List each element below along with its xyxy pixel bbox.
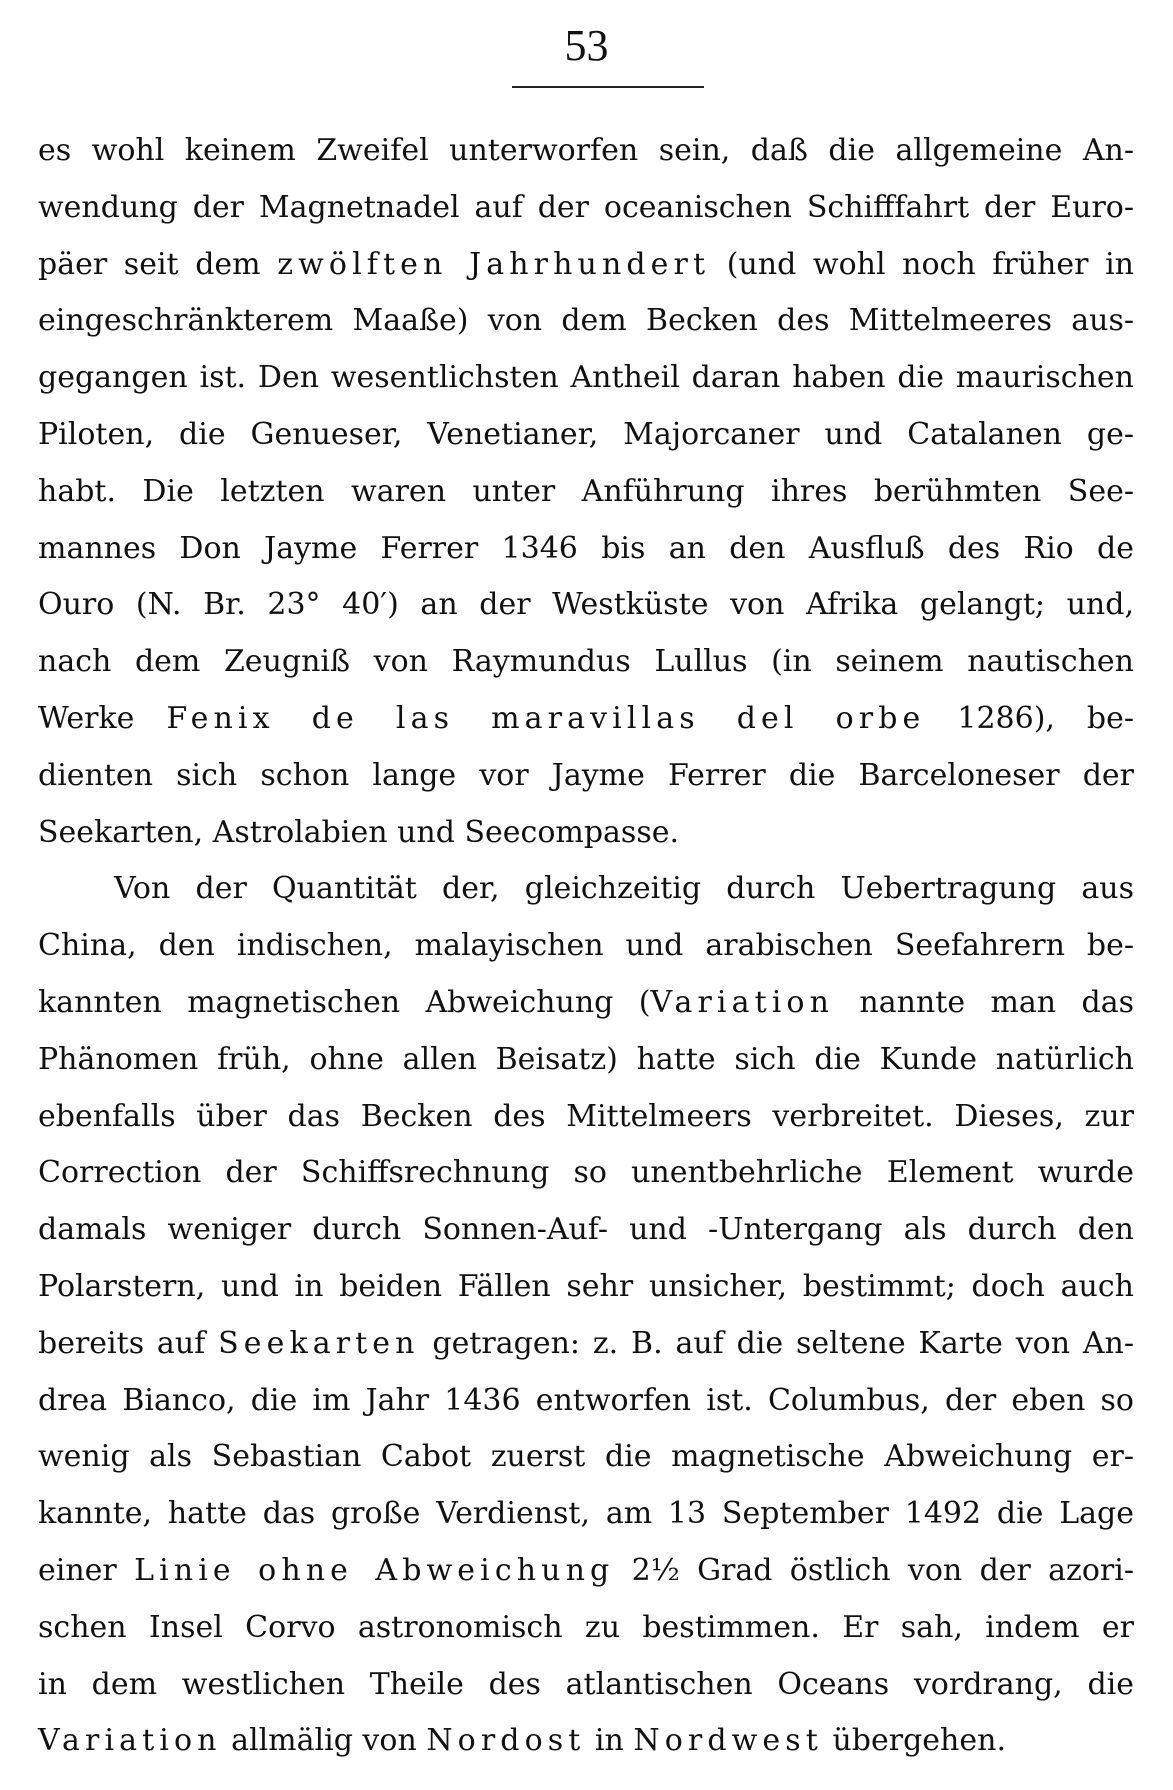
text-line: Von der Quantität der, gleichzeitig durch Uebertragung aus (114, 871, 1134, 907)
text-line: es wohl keinem Zweifel unterworfen sein, daß die allgemeine An- (38, 133, 1134, 168)
text-line: Ouro (N. Br. 23° 40′) an der Westküste von Afrika gelangt; und, (38, 587, 1134, 623)
text-run: 1286), be- (925, 700, 1135, 736)
spaced-emphasis: Linie ohne Abweichung (134, 1552, 615, 1588)
text-line (38, 1713, 1134, 1770)
text-run: in (585, 1723, 634, 1759)
text-line: wenig als Sebastian Cabot zuerst die magnetische Abweichung er- (38, 1439, 1134, 1475)
spaced-emphasis: Fenix de las maravillas del orbe (166, 700, 926, 736)
text-run: kannten magnetischen Abweichung ( (38, 984, 651, 1020)
text-run: (und wohl noch früher in (710, 246, 1134, 282)
text-line: China, den indischen, malayischen und arabischen Seefahrern be- (38, 928, 1134, 964)
text-line: Correction der Schiffsrechnung so unentbehrliche Element wurde (38, 1155, 1134, 1191)
text-line: kannte, hatte das große Verdienst, am 13 September 1492 die Lage (38, 1496, 1134, 1532)
text-line (38, 1316, 1134, 1373)
text-line: ebenfalls über das Becken des Mittelmeers verbreitet. Dieses, zur (38, 1098, 1134, 1134)
header-rule (512, 86, 704, 88)
text-line: damals weniger durch Sonnen-Auf- und -Untergang als durch den (38, 1212, 1134, 1248)
text-line: Polarstern, und in beiden Fällen sehr unsicher, bestimmt; doch auch (38, 1268, 1134, 1304)
text-line: schen Insel Corvo astronomisch zu bestimmen. Er sah, indem er (38, 1609, 1134, 1645)
text-line (38, 975, 1134, 1032)
text-line: Phänomen früh, ohne allen Beisatz) hatte sich die Kunde natürlich (38, 1041, 1134, 1077)
text-line: mannes Don Jayme Ferrer 1346 bis an den Ausfluß des Rio de (38, 530, 1134, 566)
spaced-emphasis: Seekarten (218, 1325, 420, 1361)
page-number: 53 (564, 21, 609, 70)
text-line: nach dem Zeugniß von Raymundus Lullus (in seinem nautischen (38, 644, 1134, 680)
text-run: übergehen. (822, 1723, 1006, 1759)
text-run: getragen: z. B. auf die seltene Karte von An- (419, 1325, 1134, 1361)
spaced-emphasis: zwölften Jahrhundert (277, 246, 711, 282)
spaced-emphasis: Variation (650, 984, 835, 1020)
text-line: dienten sich schon lange vor Jayme Ferrer die Barceloneser der (38, 757, 1134, 793)
text-line: in dem westlichen Theile des atlantischen Oceans vordrang, die (38, 1666, 1134, 1702)
text-line: eingeschränkterem Maaße) von dem Becken des Mittelmeeres aus- (38, 303, 1134, 339)
text-run: päer seit dem (38, 246, 278, 282)
text-run: nannte man das (834, 984, 1134, 1020)
text-line: wendung der Magnetnadel auf der oceanischen Schifffahrt der Euro- (38, 189, 1134, 225)
text-line: habt. Die letzten waren unter Anführung ihres berühmten See- (38, 473, 1134, 509)
text-run: Werke (38, 700, 167, 736)
spaced-emphasis: Variation (38, 1723, 222, 1759)
body-text (38, 123, 1134, 1770)
spaced-emphasis: Nordwest (633, 1723, 823, 1759)
text-run: 2½ Grad östlich von der azori- (614, 1552, 1134, 1588)
spaced-emphasis: Nordost (426, 1723, 586, 1759)
text-line: Piloten, die Genueser, Venetianer, Majorcaner und Catalanen ge- (38, 416, 1134, 452)
text-line (38, 237, 1134, 294)
text-line: drea Bianco, die im Jahr 1436 entworfen ist. Columbus, der eben so (38, 1382, 1134, 1418)
text-line: Seekarten, Astrolabien und Seecompasse. (38, 814, 680, 850)
text-run: einer (38, 1552, 135, 1588)
text-run: bereits auf (38, 1325, 219, 1361)
text-line: gegangen ist. Den wesentlichsten Antheil daran haben die maurischen (38, 360, 1134, 396)
text-line (38, 691, 1134, 748)
text-run: allmälig von (221, 1723, 427, 1759)
text-line (38, 1543, 1134, 1600)
